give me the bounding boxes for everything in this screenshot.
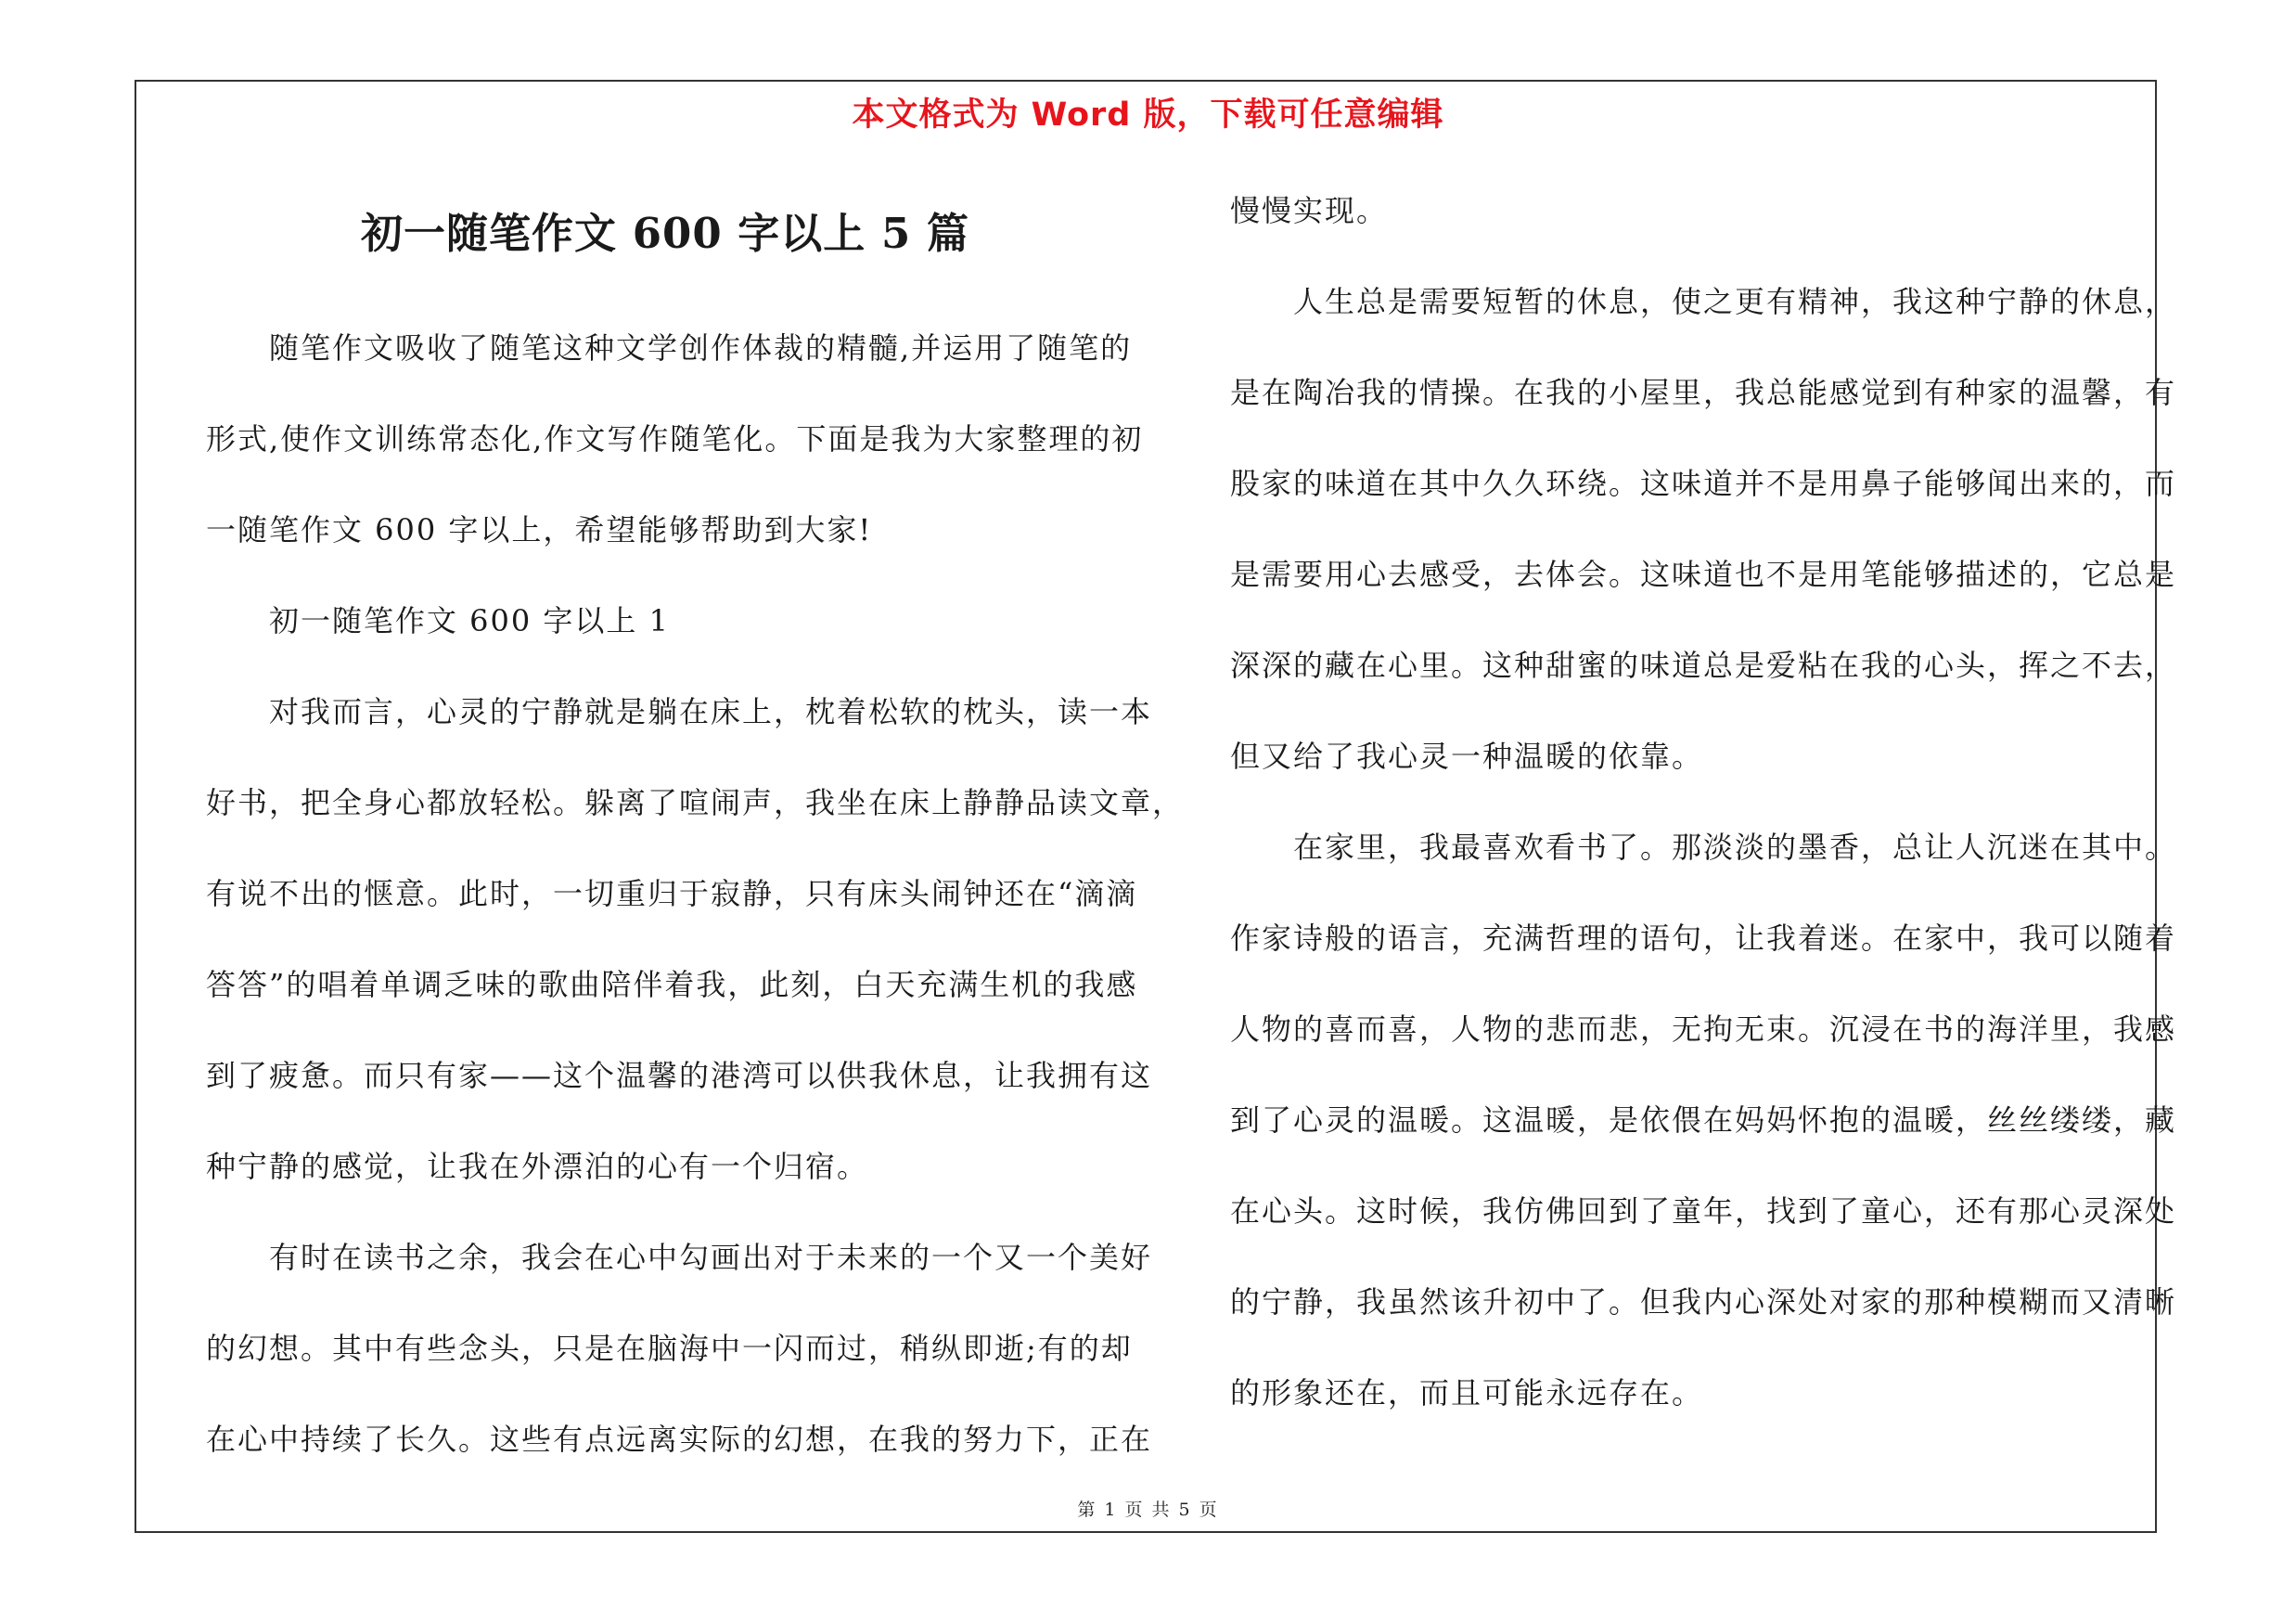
text-line: 深深的藏在心里。这种甜蜜的味道总是爱粘在我的心头，挥之不去，	[1230, 648, 2177, 683]
text-line: 在家里，我最喜欢看书了。那淡淡的墨香，总让人沉迷在其中。	[1230, 830, 2177, 865]
text-line: 好书，把全身心都放轻松。躲离了喧闹声，我坐在床上静静品读文章，	[206, 785, 1185, 820]
text-line: 种宁静的感觉，让我在外漂泊的心有一个归宿。	[206, 1149, 869, 1184]
text-line: 作家诗般的语言，充满哲理的语句，让我着迷。在家中，我可以随着	[1230, 921, 2177, 956]
text-line: 是在陶冶我的情操。在我的小屋里，我总能感觉到有种家的温馨，有	[1230, 375, 2177, 410]
text-line: 但又给了我心灵一种温暖的依靠。	[1230, 739, 1704, 774]
text-line: 的形象还在，而且可能永远存在。	[1230, 1375, 1704, 1410]
text-line: 的幻想。其中有些念头，只是在脑海中一闪而过，稍纵即逝;有的却	[206, 1331, 1133, 1366]
text-line: 的宁静，我虽然该升初中了。但我内心深处对家的那种模糊而又清晰	[1230, 1284, 2177, 1320]
text-line: 股家的味道在其中久久环绕。这味道并不是用鼻子能够闻出来的，而	[1230, 466, 2177, 501]
text-line: 形式,使作文训练常态化,作文写作随笔化。下面是我为大家整理的初	[206, 421, 1144, 457]
text-line: 有时在读书之余，我会在心中勾画出对于未来的一个又一个美好	[206, 1240, 1153, 1275]
document-title: 初一随笔作文 600 字以上 5 篇	[361, 209, 969, 258]
text-line: 有说不出的惬意。此时，一切重归于寂静，只有床头闹钟还在“滴滴	[206, 876, 1138, 911]
text-line: 随笔作文吸收了随笔这种文学创作体裁的精髓,并运用了随笔的	[206, 330, 1133, 366]
text-line: 人物的喜而喜，人物的悲而悲，无拘无束。沉浸在书的海洋里，我感	[1230, 1011, 2177, 1047]
text-line: 人生总是需要短暂的休息，使之更有精神，我这种宁静的休息，	[1230, 284, 2177, 319]
text-line: 到了心灵的温暖。这温暖，是依偎在妈妈怀抱的温暖，丝丝缕缕，藏	[1230, 1102, 2177, 1138]
format-banner: 本文格式为 Word 版，下载可任意编辑	[852, 97, 1444, 134]
page-number: 第 1 页 共 5 页	[1077, 1500, 1219, 1520]
text-line: 是需要用心去感受，去体会。这味道也不是用笔能够描述的，它总是	[1230, 557, 2177, 592]
text-line: 在心头。这时候，我仿佛回到了童年，找到了童心，还有那心灵深处	[1230, 1193, 2177, 1229]
section-heading: 初一随笔作文 600 字以上 1	[206, 603, 670, 638]
text-line: 到了疲惫。而只有家——这个温馨的港湾可以供我休息，让我拥有这	[206, 1058, 1153, 1093]
text-line: 慢慢实现。	[1230, 193, 1389, 228]
text-line: 答答”的唱着单调乏味的歌曲陪伴着我，此刻，白天充满生机的我感	[206, 967, 1138, 1002]
text-line: 对我而言，心灵的宁静就是躺在床上，枕着松软的枕头，读一本	[206, 694, 1153, 729]
text-line: 在心中持续了长久。这些有点远离实际的幻想，在我的努力下，正在	[206, 1422, 1153, 1457]
text-line: 一随笔作文 600 字以上，希望能够帮助到大家!	[206, 512, 873, 547]
